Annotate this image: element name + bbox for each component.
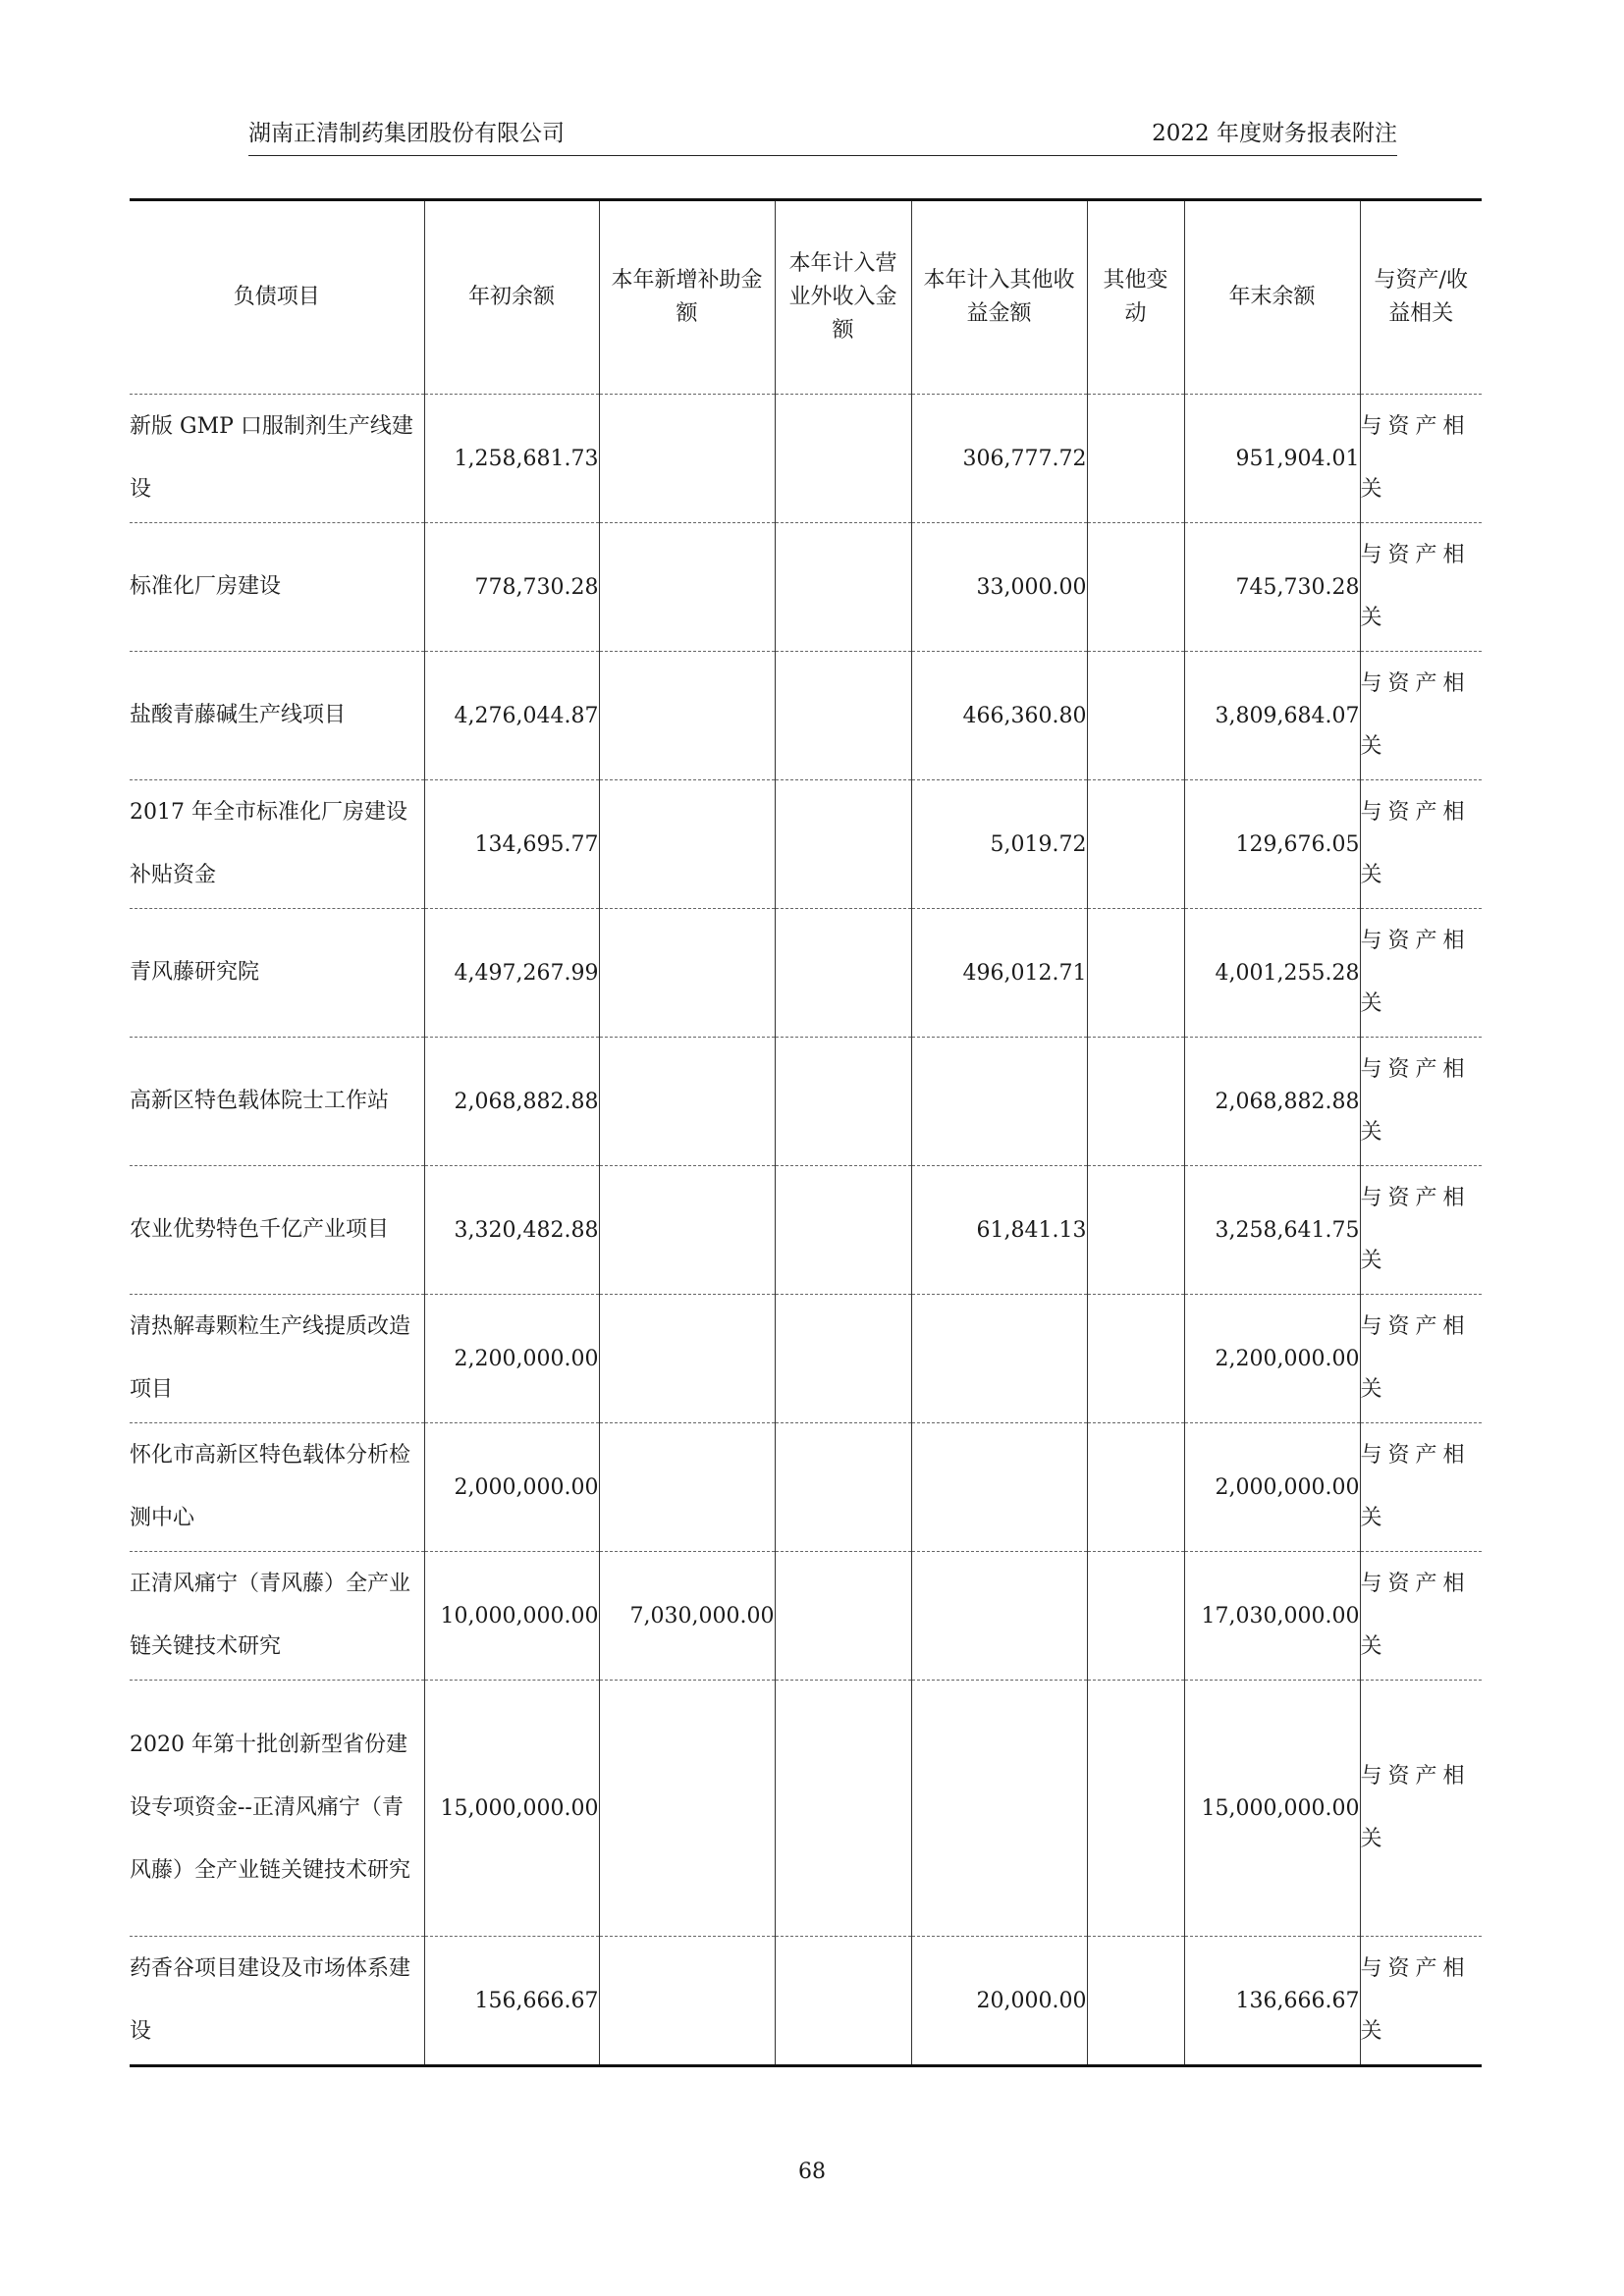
relation: 与资产相关 — [1360, 1295, 1482, 1423]
column-header-other-income: 本年计入其他收益金额 — [911, 200, 1087, 395]
opening-balance: 2,000,000.00 — [424, 1423, 599, 1552]
page-number: 68 — [798, 2160, 826, 2184]
table-row — [130, 395, 1482, 523]
added-amount — [599, 1038, 775, 1166]
other-change — [1087, 1295, 1184, 1423]
item-name: 2017 年全市标准化厂房建设补贴资金 — [130, 780, 424, 909]
other-change — [1087, 780, 1184, 909]
added-amount — [599, 780, 775, 909]
opening-balance: 3,320,482.88 — [424, 1166, 599, 1295]
relation: 与资产相关 — [1360, 523, 1482, 652]
page-header — [248, 110, 1397, 156]
closing-balance: 951,904.01 — [1184, 395, 1360, 523]
table-row — [130, 1552, 1482, 1681]
added-amount — [599, 1295, 775, 1423]
table-row — [130, 1295, 1482, 1423]
item-name: 盐酸青藤碱生产线项目 — [130, 652, 424, 780]
table-row — [130, 909, 1482, 1038]
relation: 与资产相关 — [1360, 1681, 1482, 1937]
item-name: 高新区特色载体院士工作站 — [130, 1038, 424, 1166]
other-income-amount: 33,000.00 — [911, 523, 1087, 652]
column-header-opening: 年初余额 — [424, 200, 599, 395]
closing-balance: 4,001,255.28 — [1184, 909, 1360, 1038]
item-name: 青风藤研究院 — [130, 909, 424, 1038]
item-name: 正清风痛宁（青风藤）全产业链关键技术研究 — [130, 1552, 424, 1681]
company-name: 湖南正清制药集团股份有限公司 — [248, 121, 565, 146]
added-amount — [599, 1423, 775, 1552]
relation: 与资产相关 — [1360, 1423, 1482, 1552]
opening-balance: 10,000,000.00 — [424, 1552, 599, 1681]
nonoperating-amount — [775, 1552, 911, 1681]
opening-balance: 134,695.77 — [424, 780, 599, 909]
item-name: 怀化市高新区特色载体分析检测中心 — [130, 1423, 424, 1552]
nonoperating-amount — [775, 652, 911, 780]
added-amount — [599, 1681, 775, 1937]
added-amount — [599, 1166, 775, 1295]
table-header-row — [130, 200, 1482, 395]
nonoperating-amount — [775, 1937, 911, 2066]
closing-balance: 136,666.67 — [1184, 1937, 1360, 2066]
other-income-amount — [911, 1681, 1087, 1937]
column-header-item: 负债项目 — [130, 200, 424, 395]
other-change — [1087, 395, 1184, 523]
column-header-closing: 年末余额 — [1184, 200, 1360, 395]
table-row — [130, 652, 1482, 780]
other-change — [1087, 1423, 1184, 1552]
other-income-amount — [911, 1038, 1087, 1166]
other-change — [1087, 523, 1184, 652]
relation: 与资产相关 — [1360, 395, 1482, 523]
table-row — [130, 1038, 1482, 1166]
relation: 与资产相关 — [1360, 1166, 1482, 1295]
table-row — [130, 1681, 1482, 1937]
relation: 与资产相关 — [1360, 652, 1482, 780]
nonoperating-amount — [775, 1681, 911, 1937]
nonoperating-amount — [775, 523, 911, 652]
other-income-amount — [911, 1423, 1087, 1552]
table-row — [130, 1166, 1482, 1295]
other-income-amount — [911, 1295, 1087, 1423]
added-amount — [599, 1937, 775, 2066]
added-amount — [599, 395, 775, 523]
other-change — [1087, 652, 1184, 780]
closing-balance: 3,809,684.07 — [1184, 652, 1360, 780]
other-income-amount: 466,360.80 — [911, 652, 1087, 780]
added-amount — [599, 523, 775, 652]
nonoperating-amount — [775, 1423, 911, 1552]
nonoperating-amount — [775, 395, 911, 523]
other-income-amount: 61,841.13 — [911, 1166, 1087, 1295]
other-change — [1087, 909, 1184, 1038]
item-name: 药香谷项目建设及市场体系建设 — [130, 1937, 424, 2066]
table-row — [130, 1423, 1482, 1552]
nonoperating-amount — [775, 1166, 911, 1295]
other-change — [1087, 1038, 1184, 1166]
column-header-relation: 与资产/收益相关 — [1360, 200, 1482, 395]
item-name: 清热解毒颗粒生产线提质改造项目 — [130, 1295, 424, 1423]
other-income-amount: 5,019.72 — [911, 780, 1087, 909]
opening-balance: 1,258,681.73 — [424, 395, 599, 523]
closing-balance: 129,676.05 — [1184, 780, 1360, 909]
opening-balance: 2,068,882.88 — [424, 1038, 599, 1166]
nonoperating-amount — [775, 1038, 911, 1166]
added-amount: 7,030,000.00 — [599, 1552, 775, 1681]
added-amount — [599, 909, 775, 1038]
other-income-amount: 20,000.00 — [911, 1937, 1087, 2066]
other-income-amount — [911, 1552, 1087, 1681]
table-row — [130, 780, 1482, 909]
table-row — [130, 523, 1482, 652]
added-amount — [599, 652, 775, 780]
closing-balance: 17,030,000.00 — [1184, 1552, 1360, 1681]
item-name: 2020 年第十批创新型省份建设专项资金--正清风痛宁（青风藤）全产业链关键技术研究 — [130, 1681, 424, 1937]
column-header-added: 本年新增补助金额 — [599, 200, 775, 395]
other-income-amount: 496,012.71 — [911, 909, 1087, 1038]
closing-balance: 2,200,000.00 — [1184, 1295, 1360, 1423]
closing-balance: 2,068,882.88 — [1184, 1038, 1360, 1166]
relation: 与资产相关 — [1360, 909, 1482, 1038]
other-change — [1087, 1552, 1184, 1681]
other-change — [1087, 1681, 1184, 1937]
nonoperating-amount — [775, 1295, 911, 1423]
nonoperating-amount — [775, 780, 911, 909]
relation: 与资产相关 — [1360, 1937, 1482, 2066]
relation: 与资产相关 — [1360, 780, 1482, 909]
item-name: 农业优势特色千亿产业项目 — [130, 1166, 424, 1295]
item-name: 标准化厂房建设 — [130, 523, 424, 652]
opening-balance: 156,666.67 — [424, 1937, 599, 2066]
opening-balance: 778,730.28 — [424, 523, 599, 652]
relation: 与资产相关 — [1360, 1038, 1482, 1166]
closing-balance: 745,730.28 — [1184, 523, 1360, 652]
closing-balance: 2,000,000.00 — [1184, 1423, 1360, 1552]
report-title: 2022 年度财务报表附注 — [1152, 121, 1397, 146]
closing-balance: 3,258,641.75 — [1184, 1166, 1360, 1295]
column-header-nonoperating: 本年计入营业外收入金额 — [775, 200, 911, 395]
other-income-amount: 306,777.72 — [911, 395, 1087, 523]
closing-balance: 15,000,000.00 — [1184, 1681, 1360, 1937]
other-change — [1087, 1937, 1184, 2066]
opening-balance: 15,000,000.00 — [424, 1681, 599, 1937]
item-name: 新版 GMP 口服制剂生产线建设 — [130, 395, 424, 523]
relation: 与资产相关 — [1360, 1552, 1482, 1681]
government-grants-table — [130, 198, 1482, 2067]
opening-balance: 2,200,000.00 — [424, 1295, 599, 1423]
other-change — [1087, 1166, 1184, 1295]
opening-balance: 4,497,267.99 — [424, 909, 599, 1038]
column-header-other-change: 其他变动 — [1087, 200, 1184, 395]
table-row — [130, 1937, 1482, 2066]
nonoperating-amount — [775, 909, 911, 1038]
opening-balance: 4,276,044.87 — [424, 652, 599, 780]
